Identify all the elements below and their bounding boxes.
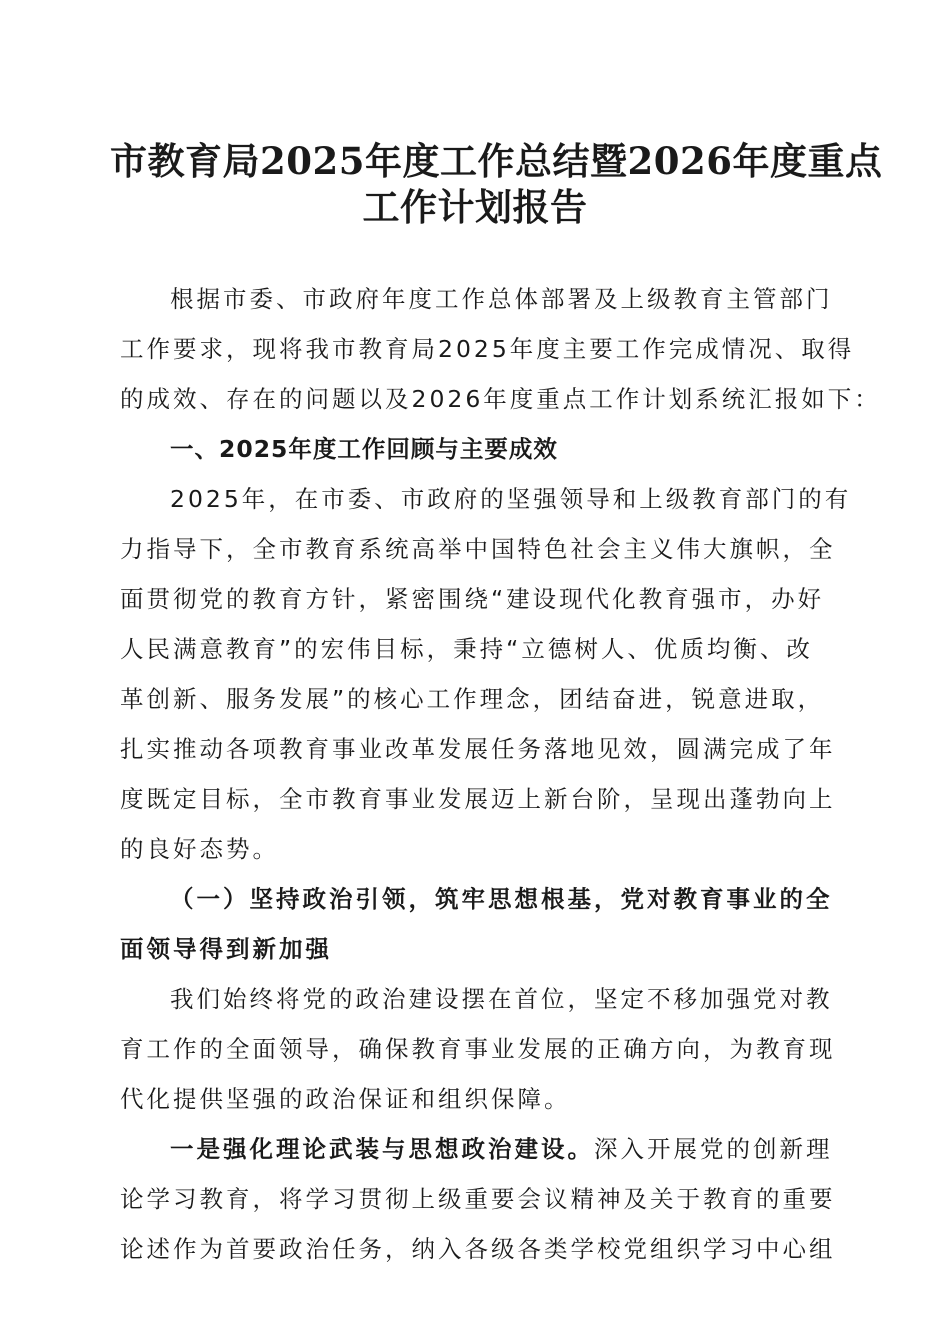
paragraph-line: 扎实推动各项教育事业改革发展任务落地见效，圆满完成了年 — [120, 735, 836, 763]
paragraph-line: 论学习教育，将学习贯彻上级重要会议精神及关于教育的重要 — [120, 1185, 836, 1213]
intro-line: 的成效、存在的问题以及2026年度重点工作计划系统汇报如下： — [120, 385, 881, 413]
paragraph-line: 力指导下，全市教育系统高举中国特色社会主义伟大旗帜，全 — [120, 535, 836, 563]
paragraph-line: 论述作为首要政治任务，纳入各级各类学校党组织学习中心组 — [120, 1235, 836, 1263]
point-text: 深入开展党的创新理 — [594, 1135, 833, 1163]
title-line-1: 市教育局2025年度工作总结暨2026年度重点 — [110, 139, 883, 183]
subsection-heading: （一）坚持政治引领，筑牢思想根基，党对教育事业的全 — [170, 885, 833, 913]
intro-line: 工作要求，现将我市教育局2025年度主要工作完成情况、取得 — [120, 335, 855, 363]
paragraph-line: 度既定目标，全市教育事业发展迈上新台阶，呈现出蓬勃向上 — [120, 785, 836, 813]
paragraph-line: 2025年，在市委、市政府的坚强领导和上级教育部门的有 — [170, 485, 852, 513]
section-heading: 一、2025年度工作回顾与主要成效 — [170, 435, 558, 463]
title-line-2: 工作计划报告 — [362, 185, 588, 229]
point-line — [120, 1124, 833, 1174]
intro-line: 根据市委、市政府年度工作总体部署及上级教育主管部门 — [170, 285, 833, 313]
document-body — [120, 274, 881, 1274]
paragraph-line: 的良好态势。 — [120, 835, 279, 863]
paragraph-line: 人民满意教育”的宏伟目标，秉持“立德树人、优质均衡、改 — [120, 635, 813, 663]
subsection-heading: 面领导得到新加强 — [120, 935, 332, 963]
point-lead: 一是强化理论武装与思想政治建设。 — [170, 1135, 594, 1163]
paragraph-line: 面贯彻党的教育方针，紧密围绕“建设现代化教育强市，办好 — [120, 585, 825, 613]
paragraph-line: 代化提供坚强的政治保证和组织保障。 — [120, 1085, 571, 1113]
paragraph-line: 我们始终将党的政治建设摆在首位，坚定不移加强党对教 — [170, 985, 833, 1013]
document-title — [110, 138, 883, 230]
paragraph-line: 育工作的全面领导，确保教育事业发展的正确方向，为教育现 — [120, 1035, 836, 1063]
paragraph-line: 革创新、服务发展”的核心工作理念，团结奋进，锐意进取， — [120, 685, 825, 713]
